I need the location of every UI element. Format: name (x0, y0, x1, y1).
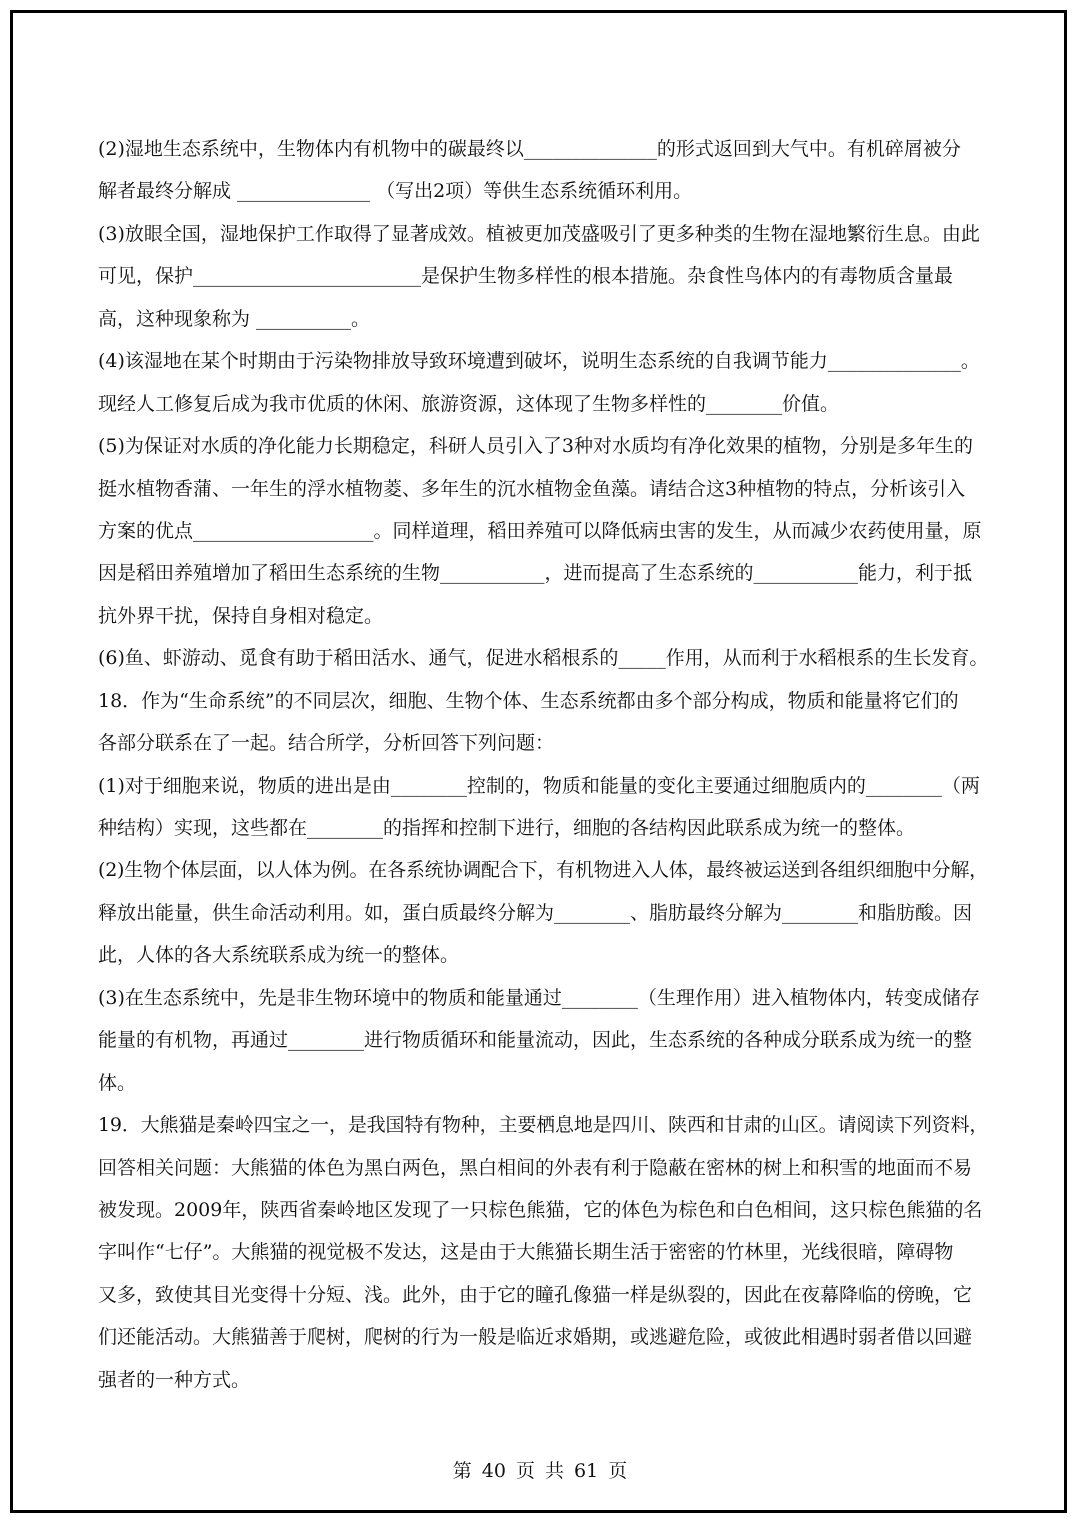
text-line: 种结构）实现，这些都在________的指挥和控制下进行，细胞的各结构因此联系成为统一的整体。 (98, 817, 916, 839)
text-line: 因是稻田养殖增加了稻田生态系统的生物___________，进而提高了生态系统的___________能力，利于抵 (98, 562, 973, 585)
question-19-line: 19．大熊猫是秦岭四宝之一，是我国特有物种，主要栖息地是四川、陕西和甘肃的山区。请阅读下列资料， (98, 1114, 988, 1137)
text-line: 高，这种现象称为 __________。 (98, 307, 371, 330)
text-line: (6)鱼、虾游动、觅食有助于稻田活水、通气，促进水稻根系的_____作用，从而利于水稻根系的生长发育。 (98, 647, 988, 670)
text-line: 字叫作“七仔”。大熊猫的视觉极不发达，这是由于大熊猫长期生活于密密的竹林里，光线很暗，障碍物 (98, 1241, 954, 1264)
text-line: 可见，保护________________________是保护生物多样性的根本措施。杂食性鸟体内的有毒物质含量最 (98, 265, 954, 288)
text-line: (2)生物个体层面，以人体为例。在各系统协调配合下，有机物进入人体，最终被运送到各组织细胞中分解， (98, 859, 988, 882)
text-line: 挺水植物香蒲、一年生的浮水植物菱、多年生的沉水植物金鱼藻。请结合这3种植物的特点，分析该引入 (98, 477, 966, 500)
text-line: 抗外界干扰，保持自身相对稳定。 (98, 604, 384, 627)
text-line: 被发现。2009年，陕西省秦岭地区发现了一只棕色熊猫，它的体色为棕色和白色相间，这只棕色熊猫的名 (98, 1198, 983, 1221)
text-line: 现经人工修复后成为我市优质的休闲、旅游资源，这体现了生物多样性的________价值。 (98, 392, 840, 415)
text-line: 又多，致使其目光变得十分短、浅。此外，由于它的瞳孔像猫一样是纵裂的，因此在夜幕降临的傍晚，它 (98, 1283, 973, 1306)
text-line: 们还能活动。大熊猫善于爬树，爬树的行为一般是临近求婚期，或逃避危险，或彼此相遇时弱者借以回避 (98, 1326, 973, 1349)
text-line: 回答相关问题：大熊猫的体色为黑白两色，黑白相间的外表有利于隐蔽在密林的树上和积雪的地面而不易 (98, 1156, 973, 1179)
text-line: 各部分联系在了一起。结合所学，分析回答下列问题： (98, 732, 555, 755)
page-body (98, 128, 988, 1401)
text-line: (5)为保证对水质的净化能力长期稳定，科研人员引入了3种对水质均有净化效果的植物，分别是多年生的 (98, 435, 974, 458)
text-line: (1)对于细胞来说，物质的进出是由________控制的，物质和能量的变化主要通过细胞质内的________（两 (98, 774, 980, 797)
text-line: 释放出能量，供生命活动利用。如，蛋白质最终分解为________、脂肪最终分解为________和脂肪酸。因 (98, 901, 973, 924)
text-line: (4)该湿地在某个时期由于污染物排放导致环境遭到破坏，说明生态系统的自我调节能力______________。 (98, 350, 980, 373)
text-line: 此，人体的各大系统联系成为统一的整体。 (98, 944, 460, 967)
text-line: (3)放眼全国，湿地保护工作取得了显著成效。植被更加茂盛吸引了更多种类的生物在湿地繁衍生息。由此 (98, 222, 980, 245)
text-line: 方案的优点___________________。同样道理，稻田养殖可以降低病虫害的发生，从而减少农药使用量，原 (98, 519, 982, 542)
question-18-line: 18．作为“生命系统”的不同层次，细胞、生物个体、生态系统都由多个部分构成，物质和能量将它们的 (98, 689, 959, 712)
text-line: 体。 (98, 1071, 137, 1094)
text-line: 能量的有机物，再通过________进行物质循环和能量流动，因此，生态系统的各种成分联系成为统一的整 (98, 1029, 973, 1052)
text-line: (2)湿地生态系统中，生物体内有机物中的碳最终以______________的形式返回到大气中。有机碎屑被分 (98, 138, 961, 160)
page-number-footer: 第 40 页 共 61 页 (452, 1460, 628, 1482)
text-line: 强者的一种方式。 (98, 1368, 251, 1391)
text-line: 解者最终分解成 ______________ （写出2项）等供生态系统循环利用。 (98, 180, 693, 203)
text-line: (3)在生态系统中，先是非生物环境中的物质和能量通过________（生理作用）进入植物体内，转变成储存 (98, 986, 980, 1009)
